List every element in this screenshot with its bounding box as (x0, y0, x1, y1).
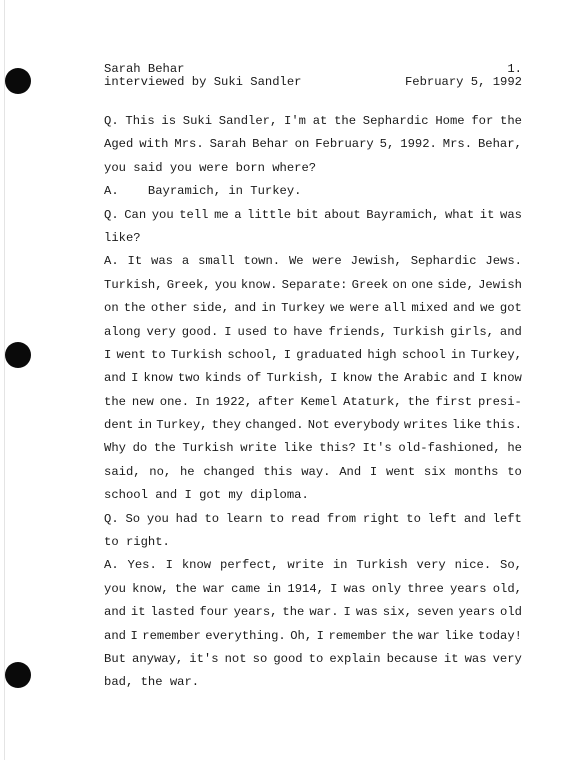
page-edge (4, 0, 5, 760)
transcript-paragraph (104, 508, 522, 555)
transcript-paragraph (104, 250, 522, 507)
transcript-line: Aged with Mrs. Sarah Behar on February 5, 1992. Mrs. Behar, (104, 137, 522, 152)
transcript-line: A. Yes. I know perfect, write in Turkish very nice. So, (104, 558, 522, 573)
transcript-line: A. Bayramich, in Turkey. (104, 184, 302, 199)
interviewee-name: Sarah Behar (104, 62, 185, 76)
transcript-body (104, 110, 522, 695)
transcript-paragraph (104, 110, 522, 180)
transcript-line: dent in Turkey, they changed. Not everybody writes like this. (104, 418, 522, 433)
transcript-line: like? (104, 230, 141, 245)
interview-date: February 5, 1992 (404, 75, 522, 89)
transcript-line: along very good. I used to have friends, Turkish girls, and (104, 324, 522, 339)
transcript-line: you know, the war came in 1914, I was only three years old, (104, 581, 522, 596)
page-number: 1. (507, 62, 522, 76)
transcript-line: Q. So you had to learn to read from right to left and left (104, 511, 522, 526)
transcript-line: A. It was a small town. We were Jewish, Sephardic Jews. (104, 254, 522, 269)
transcript-line: Why do the Turkish write like this? It's old-fashioned, he (104, 441, 522, 456)
transcript-line: But anyway, it's not so good to explain because it was very (104, 651, 522, 666)
header-row-2 (104, 76, 522, 89)
transcript-line: Q. This is Suki Sandler, I'm at the Sephardic Home for the (104, 114, 522, 128)
transcript-paragraph (104, 204, 522, 251)
binder-hole (5, 342, 31, 368)
binder-hole (5, 68, 31, 94)
transcript-line: bad, the war. (104, 675, 200, 690)
transcript-line: said, no, he changed this way. And I went six months to (104, 464, 522, 479)
transcript-line: Turkish, Greek, you know. Separate: Greek on one side, Jewish (104, 277, 522, 292)
transcript-line: and it lasted four years, the war. I was six, seven years old (104, 605, 522, 620)
transcript-line: school and I got my diploma. (104, 488, 309, 503)
interviewer-line: interviewed by Suki Sandler (104, 75, 302, 89)
transcript-line: to right. (104, 535, 170, 550)
transcript-paragraph (104, 554, 522, 694)
transcript-line: the new one. In 1922, after Kemel Ataturk, the first presi- (104, 394, 522, 409)
transcript-line: you said you were born where? (104, 160, 317, 175)
transcript-line: and I know two kinds of Turkish, I know the Arabic and I know (104, 371, 522, 386)
transcript-paragraph (104, 180, 522, 203)
transcript-line: I went to Turkish school, I graduated high school in Turkey, (104, 347, 522, 362)
transcript-line: Q. Can you tell me a little bit about Bayramich, what it was (104, 207, 522, 222)
transcript-line: on the other side, and in Turkey we were all mixed and we got (104, 301, 522, 316)
binder-hole (5, 662, 31, 688)
document-header (104, 63, 522, 89)
transcript-line: and I remember everything. Oh, I remember the war like today! (104, 628, 522, 643)
